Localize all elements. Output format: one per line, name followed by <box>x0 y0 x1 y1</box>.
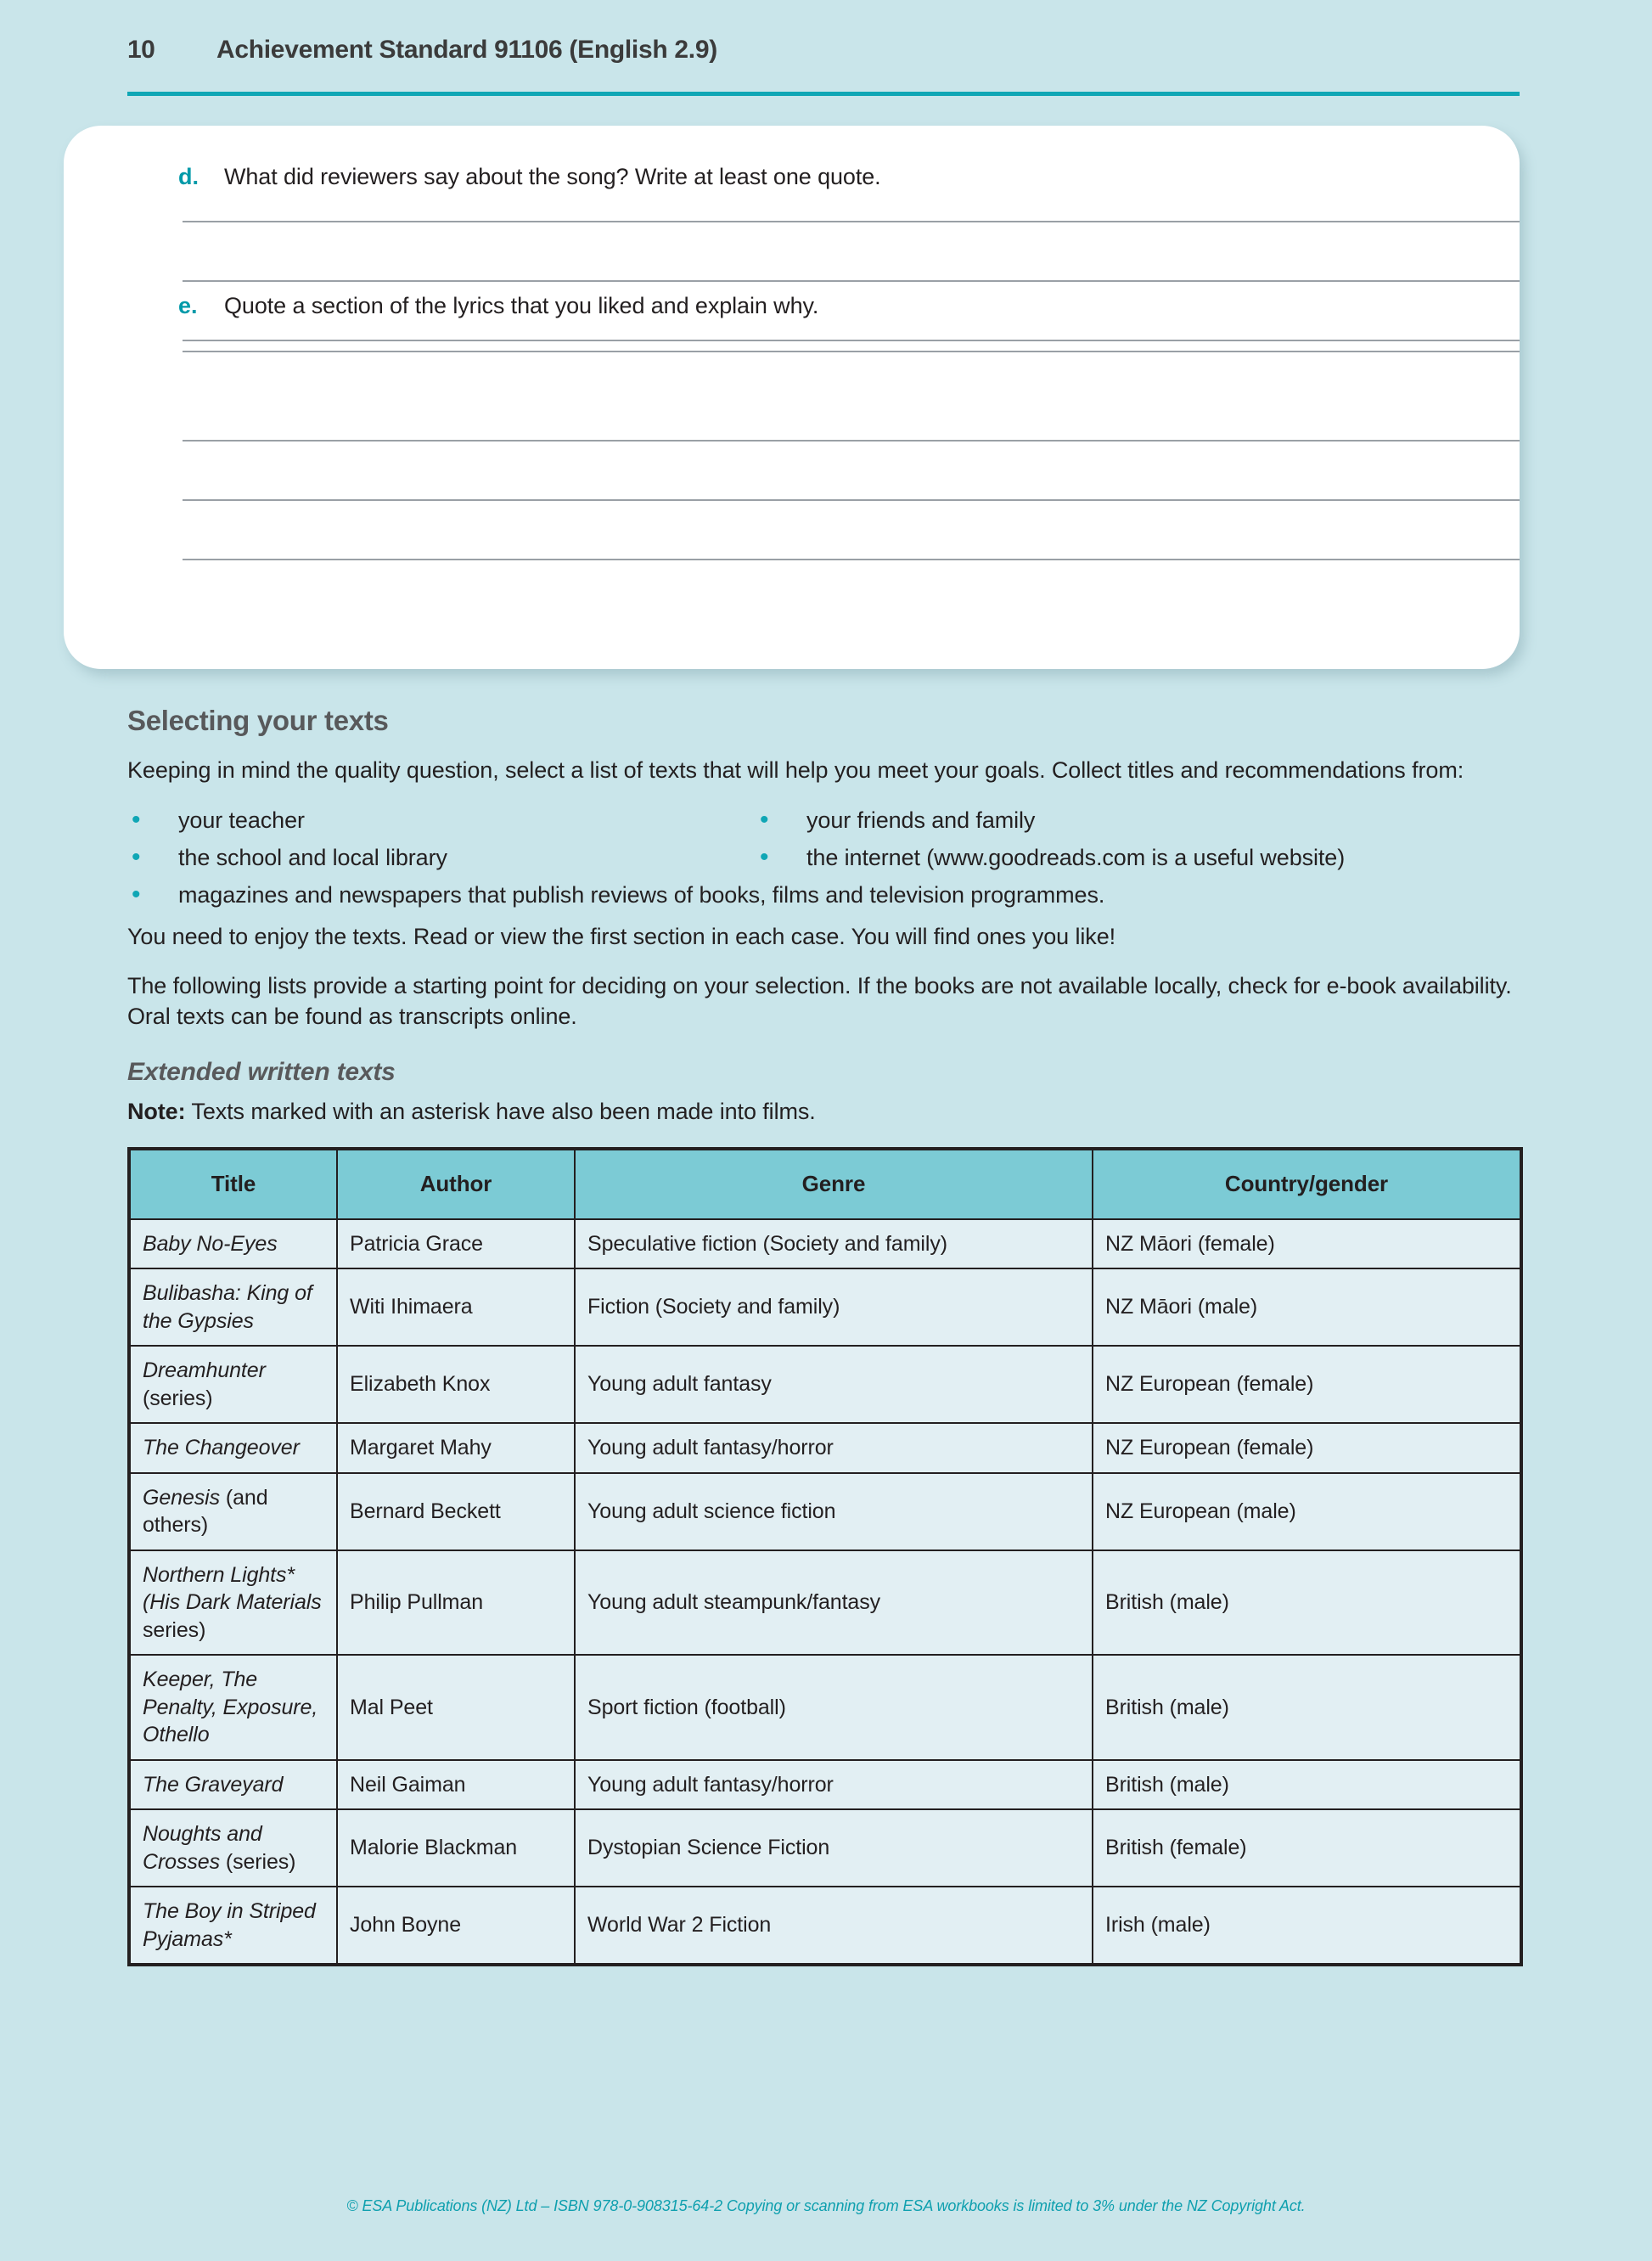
table-row <box>129 1473 1521 1550</box>
paragraph-following-lists: The following lists provide a starting point for deciding on your selection. If the books are not available locally, check for e-book availability. Oral texts can be found as transcripts online. <box>127 972 1512 1029</box>
column-header-title: Title <box>129 1149 337 1219</box>
title-roman-suffix: (and others) <box>143 1485 268 1538</box>
cell-title <box>129 1423 337 1473</box>
answer-line[interactable] <box>183 559 1520 560</box>
question-item-e <box>178 293 818 319</box>
cell-country-gender: NZ European (female) <box>1093 1346 1521 1423</box>
table-row <box>129 1887 1521 1965</box>
bullet-icon: • <box>132 880 141 908</box>
cell-country-gender: NZ Māori (female) <box>1093 1219 1521 1269</box>
title-italic: The Changeover <box>143 1436 300 1460</box>
cell-country-gender: British (male) <box>1093 1760 1521 1810</box>
title-italic: Baby No-Eyes <box>143 1231 278 1256</box>
cell-country-gender: NZ European (male) <box>1093 1473 1521 1550</box>
cell-title <box>129 1655 337 1760</box>
bullet-icon: • <box>760 805 769 834</box>
table-row <box>129 1268 1521 1346</box>
cell-author: Mal Peet <box>337 1655 575 1760</box>
cell-title <box>129 1550 337 1656</box>
section-heading-selecting-your-texts: Selecting your texts <box>127 705 389 736</box>
note-text: Texts marked with an asterisk have also been made into films. <box>185 1098 816 1124</box>
cell-author: Patricia Grace <box>337 1219 575 1269</box>
page-number: 10 <box>127 36 155 64</box>
cell-author: Malorie Blackman <box>337 1809 575 1887</box>
page-header <box>127 36 1520 65</box>
table-row <box>129 1550 1521 1656</box>
cell-author: John Boyne <box>337 1887 575 1965</box>
bullet-row <box>127 805 1520 835</box>
list-item-label: the internet (www.goodreads.com is a useful website) <box>806 844 1346 870</box>
subsection-heading-extended-written-texts: Extended written texts <box>127 1057 396 1086</box>
answer-line[interactable] <box>183 351 1520 352</box>
cell-genre: Young adult fantasy/horror <box>575 1760 1093 1810</box>
cell-title <box>129 1809 337 1887</box>
cell-country-gender: British (male) <box>1093 1550 1521 1656</box>
cell-title <box>129 1760 337 1810</box>
extended-written-texts-table <box>127 1147 1523 1967</box>
title-italic: Northern Lights* (His Dark Materials <box>143 1562 322 1615</box>
cell-title <box>129 1219 337 1269</box>
table-row <box>129 1809 1521 1887</box>
cell-title <box>129 1268 337 1346</box>
title-italic: Noughts and Crosses <box>143 1822 262 1874</box>
recommendation-sources-list <box>127 805 1520 910</box>
answer-line[interactable] <box>183 280 1520 282</box>
bullet-row <box>127 880 1520 910</box>
note-label: Note: <box>127 1098 186 1124</box>
cell-author: Philip Pullman <box>337 1550 575 1656</box>
cell-author: Margaret Mahy <box>337 1423 575 1473</box>
cell-country-gender: NZ European (female) <box>1093 1423 1521 1473</box>
answer-line[interactable] <box>183 440 1520 442</box>
cell-title <box>129 1887 337 1965</box>
title-roman-suffix: (series) <box>220 1849 296 1874</box>
list-item <box>756 842 1520 873</box>
list-item-label: magazines and newspapers that publish reviews of books, films and television programmes. <box>178 881 1105 908</box>
title-italic: The Boy in Striped Pyjamas* <box>143 1899 316 1951</box>
cell-genre: Sport fiction (football) <box>575 1655 1093 1760</box>
question-text-d: What did reviewers say about the song? Write at least one quote. <box>224 164 881 189</box>
cell-title <box>129 1346 337 1423</box>
column-header-author: Author <box>337 1149 575 1219</box>
cell-genre: Young adult fantasy <box>575 1346 1093 1423</box>
question-label-d: d. <box>178 164 199 189</box>
cell-genre: Young adult steampunk/fantasy <box>575 1550 1093 1656</box>
answer-line[interactable] <box>183 340 1520 341</box>
answer-line[interactable] <box>183 221 1520 222</box>
title-italic: Dreamhunter <box>143 1358 266 1383</box>
footer-copyright: © ESA Publications (NZ) Ltd – ISBN 978-0-908315-64-2 Copying or scanning from ESA workbooks is limited to 3% under the NZ Copyright Act. <box>346 2197 1306 2214</box>
cell-author: Neil Gaiman <box>337 1760 575 1810</box>
intro-paragraph: Keeping in mind the quality question, select a list of texts that will help you meet your goals. Collect titles and recommendations from: <box>127 757 1464 783</box>
cell-genre: Young adult fantasy/horror <box>575 1423 1093 1473</box>
paragraph-enjoy-texts: You need to enjoy the texts. Read or view the first section in each case. You will find ones you like! <box>127 923 1116 949</box>
list-item <box>756 805 1520 835</box>
title-roman-suffix: (series) <box>143 1386 213 1410</box>
bullet-row <box>127 842 1520 873</box>
cell-country-gender: Irish (male) <box>1093 1887 1521 1965</box>
question-card <box>64 126 1520 669</box>
cell-author: Elizabeth Knox <box>337 1346 575 1423</box>
cell-genre: Speculative fiction (Society and family) <box>575 1219 1093 1269</box>
list-item-label: your teacher <box>178 807 305 833</box>
list-item <box>127 880 1520 910</box>
title-italic: Genesis <box>143 1485 221 1510</box>
answer-line[interactable] <box>183 499 1520 501</box>
table-header-row <box>129 1149 1521 1219</box>
column-header-country-gender: Country/gender <box>1093 1149 1521 1219</box>
title-roman-suffix: series) <box>143 1617 206 1642</box>
cell-genre: Dystopian Science Fiction <box>575 1809 1093 1887</box>
cell-genre: Young adult science fiction <box>575 1473 1093 1550</box>
bullet-icon: • <box>132 842 141 871</box>
cell-country-gender: British (female) <box>1093 1809 1521 1887</box>
cell-genre: World War 2 Fiction <box>575 1887 1093 1965</box>
main-content <box>127 705 1520 1966</box>
header-divider <box>127 92 1520 96</box>
cell-author: Witi Ihimaera <box>337 1268 575 1346</box>
title-italic: Keeper, The Penalty, Exposure, Othello <box>143 1668 318 1747</box>
list-item-label: the school and local library <box>178 844 447 870</box>
table-row <box>129 1346 1521 1423</box>
note-asterisk <box>127 1099 1520 1125</box>
cell-country-gender: British (male) <box>1093 1655 1521 1760</box>
table-row <box>129 1423 1521 1473</box>
question-item-d <box>178 164 881 190</box>
cell-country-gender: NZ Māori (male) <box>1093 1268 1521 1346</box>
title-italic: Bulibasha: King of the Gypsies <box>143 1281 312 1333</box>
table-row <box>129 1655 1521 1760</box>
table-row <box>129 1219 1521 1269</box>
bullet-icon: • <box>132 805 141 834</box>
list-item <box>127 842 756 873</box>
title-italic: The Graveyard <box>143 1772 284 1797</box>
cell-author: Bernard Beckett <box>337 1473 575 1550</box>
column-header-genre: Genre <box>575 1149 1093 1219</box>
list-item <box>127 805 756 835</box>
page-title: Achievement Standard 91106 (English 2.9) <box>216 36 717 64</box>
question-text-e: Quote a section of the lyrics that you liked and explain why. <box>224 293 819 318</box>
bullet-icon: • <box>760 842 769 871</box>
list-item-label: your friends and family <box>806 807 1036 833</box>
table-row <box>129 1760 1521 1810</box>
question-label-e: e. <box>178 293 198 318</box>
cell-title <box>129 1473 337 1550</box>
table-body <box>129 1219 1521 1966</box>
cell-genre: Fiction (Society and family) <box>575 1268 1093 1346</box>
